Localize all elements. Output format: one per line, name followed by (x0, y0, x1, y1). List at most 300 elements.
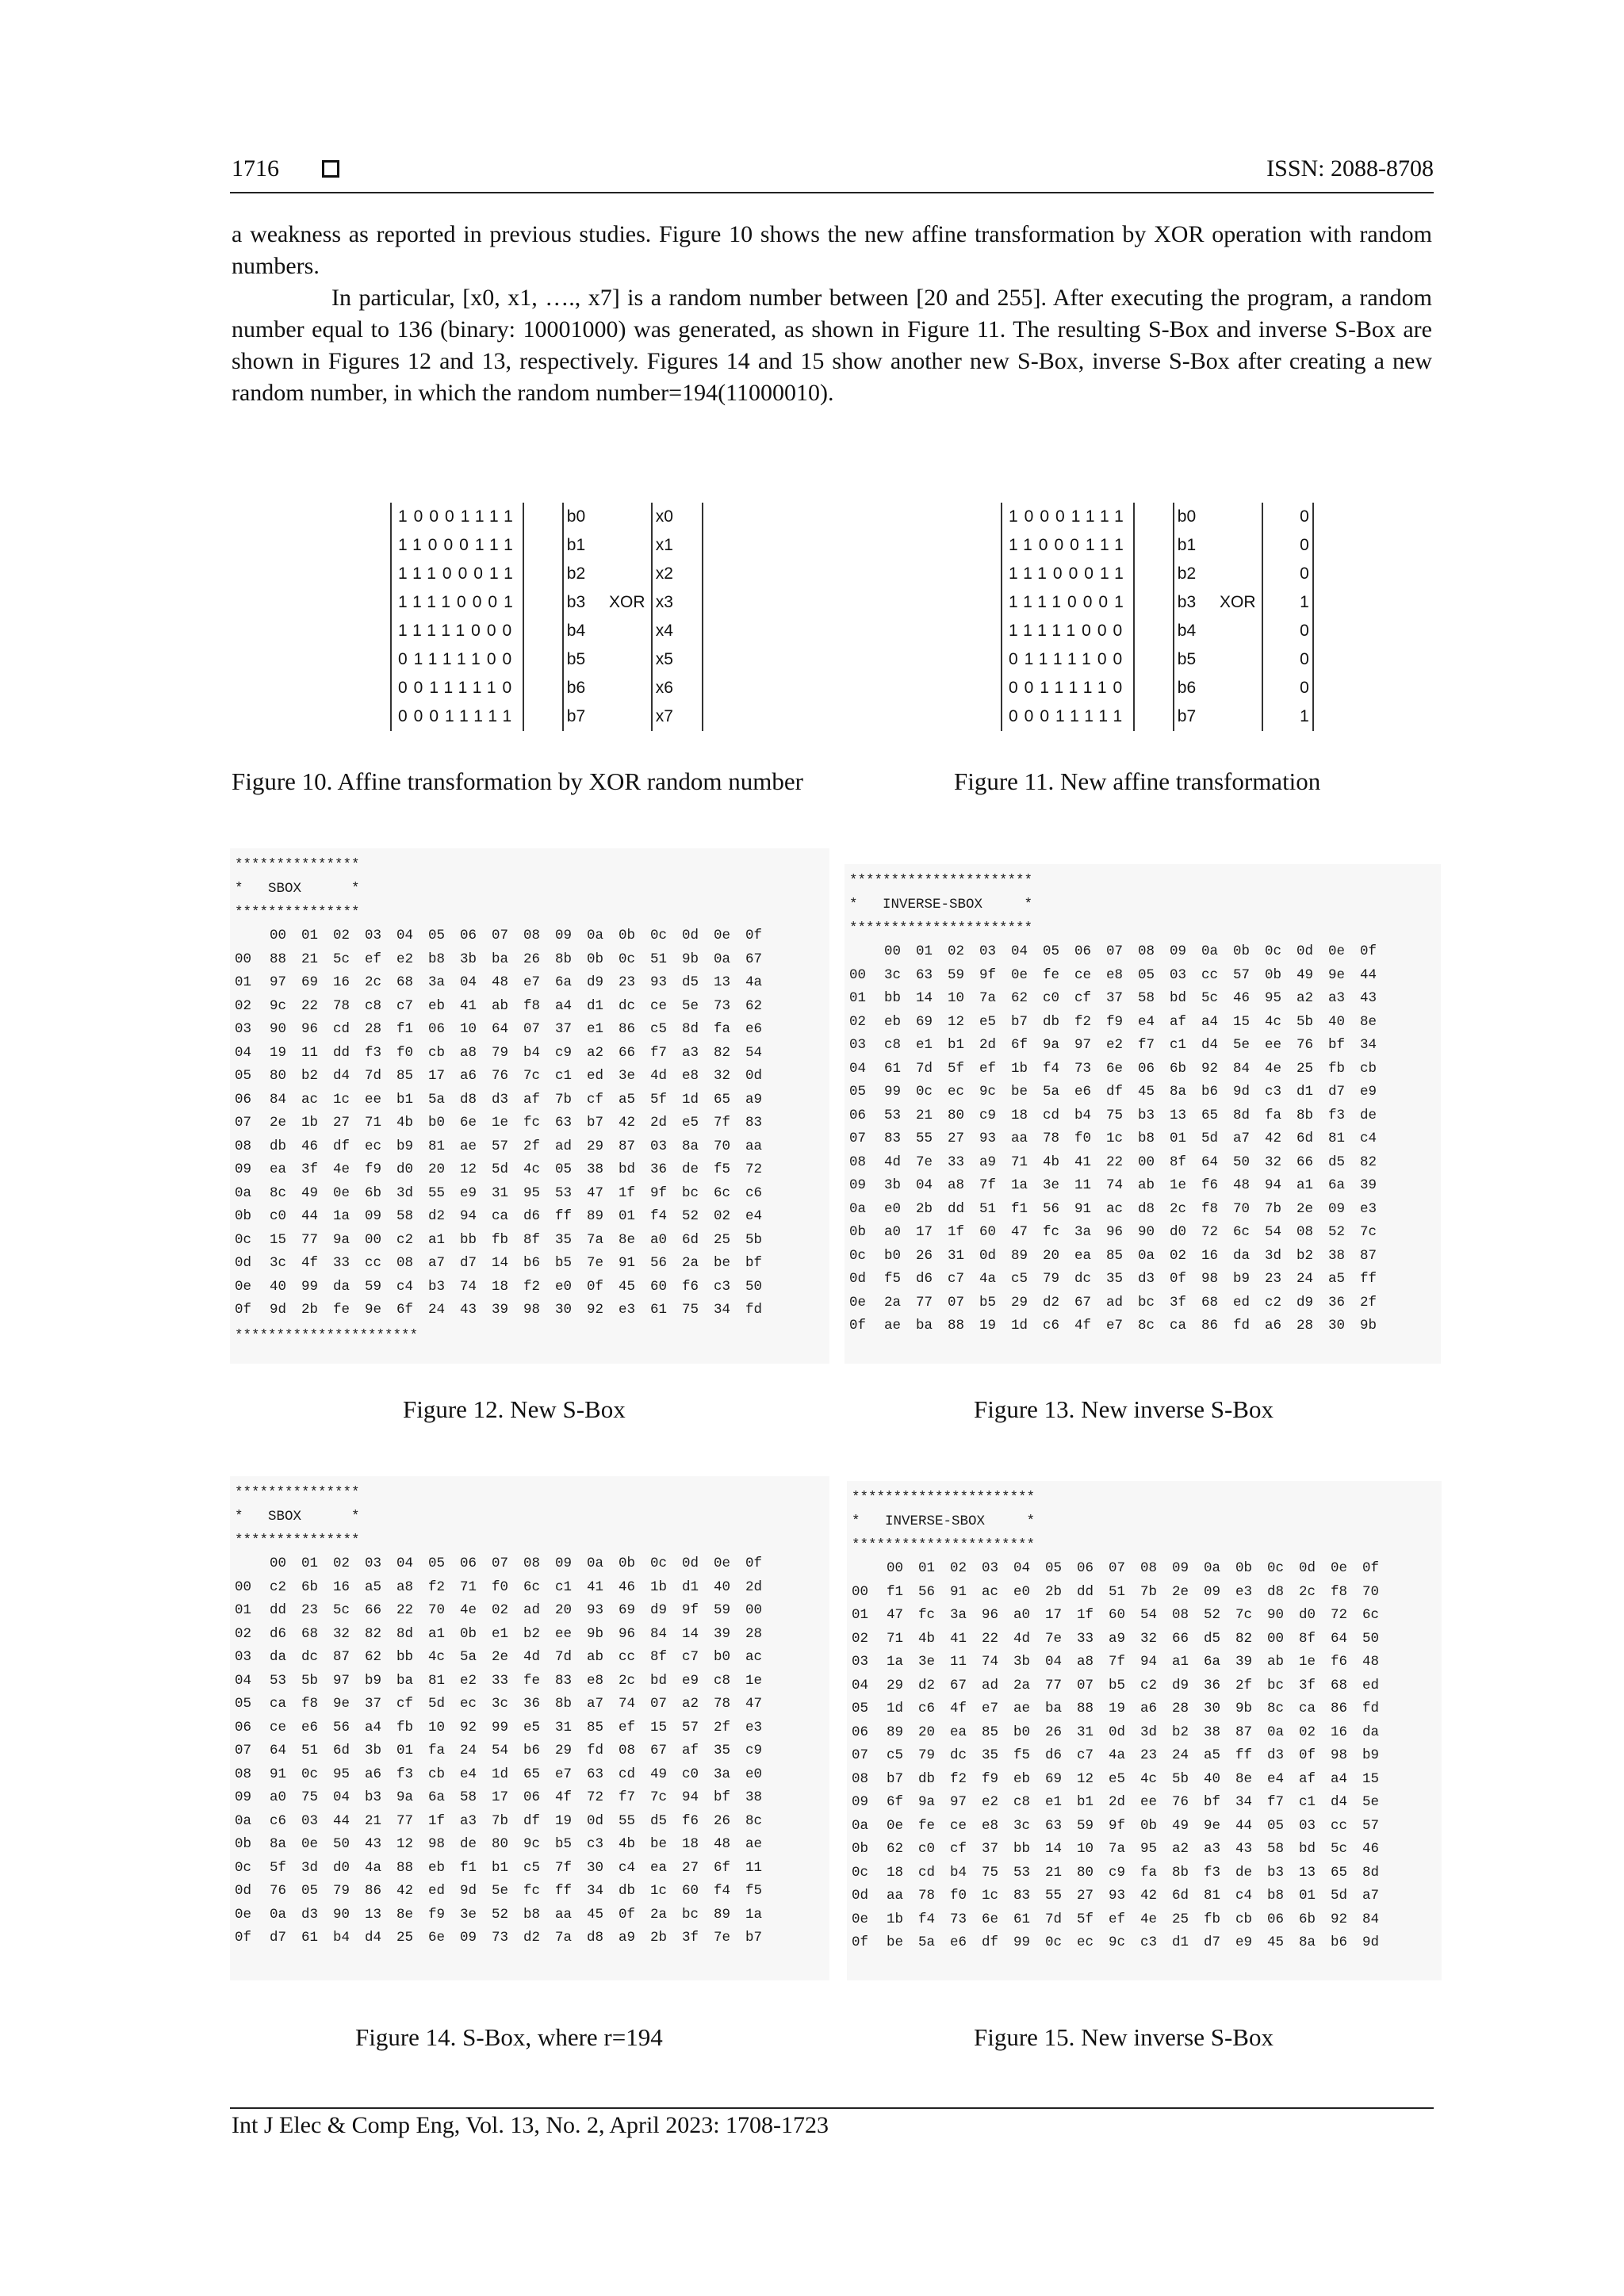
column-header: 0c (1265, 943, 1282, 959)
table-row (852, 1604, 1394, 1628)
sbox-cell: 98 (428, 1836, 446, 1852)
sbox-cell: a3 (460, 1812, 477, 1829)
sbox-cell: 78 (918, 1888, 936, 1904)
sbox-cell: 05 (1138, 966, 1155, 983)
sbox-cell: bc (1267, 1677, 1285, 1693)
sbox-cell: c0 (918, 1841, 936, 1857)
sbox-cell: 10 (1077, 1841, 1094, 1857)
sbox-cell: 42 (396, 1883, 414, 1899)
sbox-cell: 45 (619, 1278, 636, 1295)
sbox-cell: b0 (428, 1115, 446, 1131)
sbox-cell: b1 (396, 1091, 414, 1108)
sbox-cell: c5 (887, 1747, 904, 1763)
matrix-row (1002, 560, 1313, 588)
sbox-cell: bf (714, 1789, 731, 1805)
sbox-cell: c9 (745, 1743, 763, 1758)
table-row (235, 1158, 777, 1182)
row-label: 01 (849, 990, 867, 1006)
table-row (235, 1182, 777, 1206)
sbox-cell: 6f (714, 1859, 731, 1876)
sbox-table (235, 924, 777, 1322)
sbox-cell: af (1299, 1770, 1316, 1787)
sbox-cell: e1 (587, 1021, 604, 1037)
column-header: 0f (1362, 1560, 1380, 1576)
sbox-cell: e4 (1267, 1770, 1285, 1787)
sbox-cell: 0a (714, 951, 731, 967)
sbox-cell: 61 (884, 1060, 902, 1077)
column-header: 0e (1331, 1560, 1348, 1576)
sbox-cell: b2 (1172, 1724, 1189, 1740)
matrix-bits: 11100011 (391, 560, 523, 588)
sbox-cell: ec (948, 1084, 965, 1100)
row-label: 09 (235, 1161, 252, 1177)
sbox-cell: 28 (1172, 1701, 1189, 1716)
sbox-cell: f2 (1074, 1013, 1092, 1030)
sbox-cell: e9 (682, 1672, 699, 1689)
x-label: x6 (652, 674, 691, 702)
sbox-cell: 4a (745, 974, 763, 990)
row-label: 08 (235, 1766, 252, 1782)
sbox-cell: c3 (587, 1836, 604, 1852)
sbox-cell: 74 (1106, 1177, 1124, 1193)
sbox-cell: ee (365, 1091, 382, 1108)
row-label: 08 (849, 1154, 867, 1170)
sbox-cell: 90 (1267, 1607, 1285, 1623)
row-label: 06 (849, 1107, 867, 1123)
sbox-cell: 9a (396, 1789, 414, 1805)
sbox-cell: f9 (1106, 1013, 1124, 1030)
sbox-cell: 64 (1331, 1630, 1348, 1647)
sbox-cell: 58 (1138, 990, 1155, 1006)
column-header: 01 (918, 1560, 936, 1576)
spacer (1262, 702, 1287, 731)
spacer (603, 560, 652, 588)
sbox-cell: 62 (887, 1841, 904, 1857)
sbox-cell: ff (555, 1883, 573, 1899)
figure-15-inverse-sbox-panel (847, 1481, 1442, 1980)
row-label: 08 (852, 1770, 869, 1787)
sbox-cell: ca (1170, 1318, 1187, 1334)
sbox-cell: c1 (555, 1578, 573, 1595)
sbox-cell: f8 (301, 1696, 319, 1712)
sbox-cell: 42 (619, 1115, 636, 1131)
sbox-cell: 67 (1074, 1294, 1092, 1311)
sbox-cell: 40 (270, 1278, 287, 1295)
sbox-cell: 82 (714, 1044, 731, 1061)
sbox-cell: ed (428, 1883, 446, 1899)
sbox-cell: be (887, 1934, 904, 1950)
sbox-cell: e2 (982, 1794, 999, 1810)
sbox-cell: e3 (1360, 1200, 1377, 1217)
sbox-cell: b8 (523, 1906, 541, 1923)
sbox-cell: 02 (492, 1602, 509, 1618)
row-label: 07 (852, 1747, 869, 1763)
sbox-cell: 03 (1170, 966, 1187, 983)
sbox-cell: 19 (555, 1812, 573, 1829)
sbox-cell: d9 (1172, 1677, 1189, 1693)
row-label: 09 (235, 1789, 252, 1805)
spacer (691, 503, 703, 531)
sbox-cell: ba (916, 1318, 933, 1334)
matrix-row (391, 531, 703, 560)
sbox-cell: 93 (1109, 1888, 1126, 1904)
matrix-row (1002, 702, 1313, 731)
sbox-cell: cf (396, 1696, 414, 1712)
sbox-cell: 84 (650, 1625, 668, 1642)
sbox-cell: 69 (1045, 1770, 1063, 1787)
sbox-cell: 02 (714, 1208, 731, 1224)
table-row (235, 1599, 777, 1623)
sbox-cell: fc (918, 1607, 936, 1623)
sbox-cell: 22 (396, 1602, 414, 1618)
sbox-cell: 29 (1011, 1294, 1028, 1311)
sbox-cell: 39 (1235, 1654, 1253, 1670)
sbox-cell: ed (1362, 1677, 1380, 1693)
table-row (852, 1721, 1394, 1745)
table-row (235, 1252, 777, 1276)
matrix-row (391, 560, 703, 588)
sbox-cell: ac (982, 1583, 999, 1600)
table-row (235, 1646, 777, 1670)
paragraph-2: In particular, [x0, x1, …., x7] is a random number between [20 and 255]. After executing the program, a random number equal to 136 (binary: 10001000) was generated, as shown in Figure 11. The resulting S-Box and inverse S-Box are shown in Figures 12 and 13, respectively. Figures 14 and 15 show another new S-Box, inverse S-Box after creating a new random number, in which the random number=194(11000010). (232, 285, 1432, 406)
sbox-cell: a6 (460, 1068, 477, 1084)
sbox-cell: c5 (523, 1859, 541, 1876)
sbox-cell: 2f (1235, 1677, 1253, 1693)
column-header: 00 (887, 1560, 904, 1576)
x-label: x5 (652, 645, 691, 674)
sbox-cell: a1 (1172, 1654, 1189, 1670)
column-header-row (852, 1557, 1394, 1581)
sbox-cell: 48 (1362, 1654, 1380, 1670)
sbox-cell: 79 (492, 1044, 509, 1061)
row-label: 03 (235, 1021, 252, 1037)
sbox-cell: c2 (396, 1231, 414, 1248)
sbox-cell: ad (982, 1677, 999, 1693)
sbox-cell: 06 (1267, 1911, 1285, 1927)
row-label: 0e (235, 1278, 252, 1295)
sbox-cell: 14 (492, 1255, 509, 1271)
table-row (235, 1065, 777, 1089)
spacer (1134, 674, 1174, 702)
row-label: 00 (235, 951, 252, 967)
row-label: 00 (235, 1578, 252, 1595)
sbox-cell: b3 (365, 1789, 382, 1805)
sbox-cell: 31 (555, 1719, 573, 1735)
sbox-cell: 4f (1074, 1318, 1092, 1334)
table-row (235, 1739, 777, 1763)
sbox-cell: 7c (650, 1789, 668, 1805)
sbox-cell: 23 (301, 1602, 319, 1618)
x-value: 0 (1287, 503, 1313, 531)
sbox-cell: 24 (1172, 1747, 1189, 1763)
sbox-cell: 76 (270, 1883, 287, 1899)
sbox-cell: dc (301, 1649, 319, 1665)
sbox-cell: 2b (1045, 1583, 1063, 1600)
sbox-cell: 25 (714, 1231, 731, 1248)
row-label: 05 (235, 1696, 252, 1712)
matrix-row (391, 617, 703, 645)
sbox-cell: f1 (396, 1021, 414, 1037)
sbox-cell: 79 (1043, 1271, 1060, 1287)
sbox-cell: be (1011, 1084, 1028, 1100)
sbox-cell: 85 (1106, 1247, 1124, 1264)
sbox-cell: 6c (1362, 1607, 1380, 1623)
sbox-cell: 77 (301, 1231, 319, 1248)
sbox-cell: b3 (428, 1278, 446, 1295)
sbox-cell: 58 (460, 1789, 477, 1805)
sbox-cell: 94 (682, 1789, 699, 1805)
sbox-cell: 50 (333, 1836, 350, 1852)
sbox-cell: ed (587, 1068, 604, 1084)
column-header: 02 (950, 1560, 967, 1576)
sbox-cell: 26 (714, 1812, 731, 1829)
row-label: 05 (852, 1701, 869, 1716)
sbox-cell: 36 (1204, 1677, 1221, 1693)
sbox-cell: 19 (270, 1044, 287, 1061)
sbox-cell: cd (918, 1864, 936, 1881)
sbox-cell: 06 (523, 1789, 541, 1805)
row-label: 0a (852, 1817, 869, 1834)
sbox-cell: 49 (650, 1766, 668, 1782)
matrix-bits: 11000111 (1002, 531, 1134, 560)
spacer (691, 617, 703, 645)
sbox-cell: 87 (333, 1649, 350, 1665)
sbox-cell: 5c (333, 951, 350, 967)
b-label: b2 (563, 560, 603, 588)
table-row (852, 1838, 1394, 1862)
sbox-cell: 40 (1328, 1013, 1346, 1030)
sbox-cell: d2 (1043, 1294, 1060, 1311)
sbox-cell: 3a (950, 1607, 967, 1623)
column-header: 03 (365, 1556, 382, 1571)
column-header: 03 (979, 943, 997, 959)
sbox-cell: d6 (523, 1208, 541, 1224)
matrix-bits: 11111000 (391, 617, 523, 645)
sbox-cell: 7f (1109, 1654, 1126, 1670)
column-header: 06 (460, 928, 477, 943)
sbox-cell: 46 (1362, 1841, 1380, 1857)
sbox-cell: 8c (745, 1812, 763, 1829)
header-rule (230, 192, 1434, 193)
row-label: 0d (849, 1271, 867, 1287)
sbox-cell: c9 (1109, 1864, 1126, 1881)
sbox-cell: cc (365, 1255, 382, 1271)
sbox-cell: d1 (1172, 1934, 1189, 1950)
sbox-cell: e0 (1013, 1583, 1031, 1600)
sbox-cell: 9a (1043, 1037, 1060, 1053)
sbox-cell: 2d (1109, 1794, 1126, 1810)
spacer (1214, 702, 1262, 731)
sbox-cell: 77 (1045, 1677, 1063, 1693)
spacer (691, 588, 703, 617)
sbox-cell: 20 (1043, 1247, 1060, 1264)
sbox-cell: 72 (1201, 1224, 1219, 1240)
sbox-cell: b5 (555, 1836, 573, 1852)
sbox-cell: 16 (1331, 1724, 1348, 1740)
sbox-cell: d4 (1201, 1037, 1219, 1053)
sbox-cell: 81 (1328, 1131, 1346, 1146)
sbox-cell: 5b (745, 1231, 763, 1248)
sbox-cell: f0 (396, 1044, 414, 1061)
sbox-cell: f5 (745, 1883, 763, 1899)
sbox-cell: 4c (1140, 1770, 1158, 1787)
sbox-cell: 48 (714, 1836, 731, 1852)
sbox-cell: 89 (714, 1906, 731, 1923)
sbox-cell: 11 (950, 1654, 967, 1670)
sbox-cell: 3d (1140, 1724, 1158, 1740)
sbox-cell: ed (1233, 1294, 1251, 1311)
sbox-cell: bf (745, 1255, 763, 1271)
sbox-cell: c6 (270, 1812, 287, 1829)
sbox-cell: 10 (948, 990, 965, 1006)
sbox-cell: 44 (1235, 1817, 1253, 1834)
sbox-cell: ff (1360, 1271, 1377, 1287)
sbox-cell: 9d (460, 1883, 477, 1899)
sbox-cell: a1 (428, 1231, 446, 1248)
column-header: 0a (1201, 943, 1219, 959)
sbox-cell: c3 (1140, 1934, 1158, 1950)
sbox-cell: 26 (916, 1247, 933, 1264)
sbox-cell: 00 (365, 1231, 382, 1248)
sbox-cell: 14 (916, 990, 933, 1006)
column-header: 0c (1267, 1560, 1285, 1576)
sbox-cell: d5 (1204, 1630, 1221, 1647)
sbox-cell: 5d (492, 1161, 509, 1177)
sbox-cell: 91 (270, 1766, 287, 1782)
sbox-cell: 41 (1074, 1154, 1092, 1170)
sbox-cell: 8a (1299, 1934, 1316, 1950)
sbox-cell: 71 (887, 1630, 904, 1647)
sbox-cell: 30 (1328, 1318, 1346, 1334)
sbox-cell: 01 (619, 1208, 636, 1224)
table-row (849, 987, 1392, 1011)
sbox-cell: cf (587, 1091, 604, 1108)
sbox-cell: 98 (523, 1302, 541, 1318)
sbox-cell: 2f (714, 1719, 731, 1735)
row-label: 05 (235, 1068, 252, 1084)
sbox-cell: 7f (714, 1115, 731, 1131)
sbox-cell: f4 (1043, 1060, 1060, 1077)
table-row (849, 1198, 1392, 1222)
sbox-cell: df (982, 1934, 999, 1950)
sbox-cell: 7b (492, 1812, 509, 1829)
sbox-cell: 04 (333, 1789, 350, 1805)
sbox-cell: 34 (714, 1302, 731, 1318)
sbox-cell: 32 (1140, 1630, 1158, 1647)
matrix-row (1002, 588, 1313, 617)
sbox-cell: 27 (1077, 1888, 1094, 1904)
sbox-cell: f3 (1328, 1107, 1346, 1123)
spacer (1262, 588, 1287, 617)
column-header: 09 (555, 928, 573, 943)
sbox-cell: c4 (1360, 1131, 1377, 1146)
row-label: 02 (235, 997, 252, 1014)
sbox-cell: da (270, 1649, 287, 1665)
sbox-cell: 25 (1297, 1060, 1314, 1077)
column-header: 06 (1077, 1560, 1094, 1576)
sbox-cell: 97 (333, 1672, 350, 1689)
sbox-cell: 86 (1201, 1318, 1219, 1334)
table-row (852, 1862, 1394, 1885)
sbox-cell: ae (884, 1318, 902, 1334)
sbox-cell: 33 (1077, 1630, 1094, 1647)
sbox-cell: b4 (950, 1864, 967, 1881)
sbox-cell: 2b (650, 1930, 668, 1946)
sbox-cell: db (918, 1770, 936, 1787)
sbox-cell: 8a (1170, 1084, 1187, 1100)
sbox-cell: 88 (1077, 1701, 1094, 1716)
sbox-cell: e5 (523, 1719, 541, 1735)
sbox-cell: b0 (1013, 1724, 1031, 1740)
sbox-cell: b7 (887, 1770, 904, 1787)
sbox-cell: 5f (948, 1060, 965, 1077)
sbox-cell: 63 (916, 966, 933, 983)
row-label: 0e (852, 1911, 869, 1927)
sbox-cell: b1 (948, 1037, 965, 1053)
sbox-cell: c1 (1170, 1037, 1187, 1053)
sbox-cell: bd (1299, 1841, 1316, 1857)
sbox-cell: e0 (555, 1278, 573, 1295)
sbox-cell: 1c (650, 1883, 668, 1899)
sbox-cell: 7b (1140, 1583, 1158, 1600)
sbox-cell: 18 (492, 1278, 509, 1295)
figure-14-sbox-panel (230, 1476, 829, 1980)
sbox-cell: 48 (492, 974, 509, 990)
sbox-cell: f3 (1204, 1864, 1221, 1881)
sbox-cell: 44 (1360, 966, 1377, 983)
sbox-cell: af (682, 1743, 699, 1758)
sbox-cell: 60 (979, 1224, 997, 1240)
sbox-cell: 61 (650, 1302, 668, 1318)
sbox-cell: dc (1074, 1271, 1092, 1287)
sbox-cell: d5 (1328, 1154, 1346, 1170)
sbox-cell: 7c (1235, 1607, 1253, 1623)
sbox-cell: 4c (428, 1649, 446, 1665)
sbox-cell: 50 (745, 1278, 763, 1295)
sbox-cell: 82 (1235, 1630, 1253, 1647)
sbox-cell: ea (1074, 1247, 1092, 1264)
sbox-cell: 86 (365, 1883, 382, 1899)
sbox-cell: 21 (1045, 1864, 1063, 1881)
sbox-cell: da (333, 1278, 350, 1295)
sbox-cell: 84 (1362, 1911, 1380, 1927)
sbox-cell: 21 (916, 1107, 933, 1123)
sbox-cell: e2 (396, 951, 414, 967)
sbox-cell: 9e (1204, 1817, 1221, 1834)
sbox-cell: 5d (1331, 1888, 1348, 1904)
sbox-cell: 23 (619, 974, 636, 990)
sbox-cell: 22 (1106, 1154, 1124, 1170)
spacer (1134, 702, 1174, 731)
sbox-cell: 18 (887, 1864, 904, 1881)
sbox-cell: 30 (1204, 1701, 1221, 1716)
sbox-cell: d9 (650, 1602, 668, 1618)
column-header: 0d (1297, 943, 1314, 959)
sbox-cell: be (650, 1836, 668, 1852)
sbox-cell: 4b (396, 1115, 414, 1131)
sbox-cell: 95 (1140, 1841, 1158, 1857)
sbox-cell: 5e (682, 997, 699, 1014)
sbox-cell: f3 (396, 1766, 414, 1782)
sbox-cell: c7 (396, 997, 414, 1014)
matrix-row (391, 645, 703, 674)
sbox-cell: 75 (982, 1864, 999, 1881)
sbox-cell: d6 (916, 1271, 933, 1287)
sbox-cell: 5c (1331, 1841, 1348, 1857)
sbox-cell: 5b (301, 1672, 319, 1689)
sbox-cell: 31 (948, 1247, 965, 1264)
figure-11-matrix (1001, 503, 1314, 731)
